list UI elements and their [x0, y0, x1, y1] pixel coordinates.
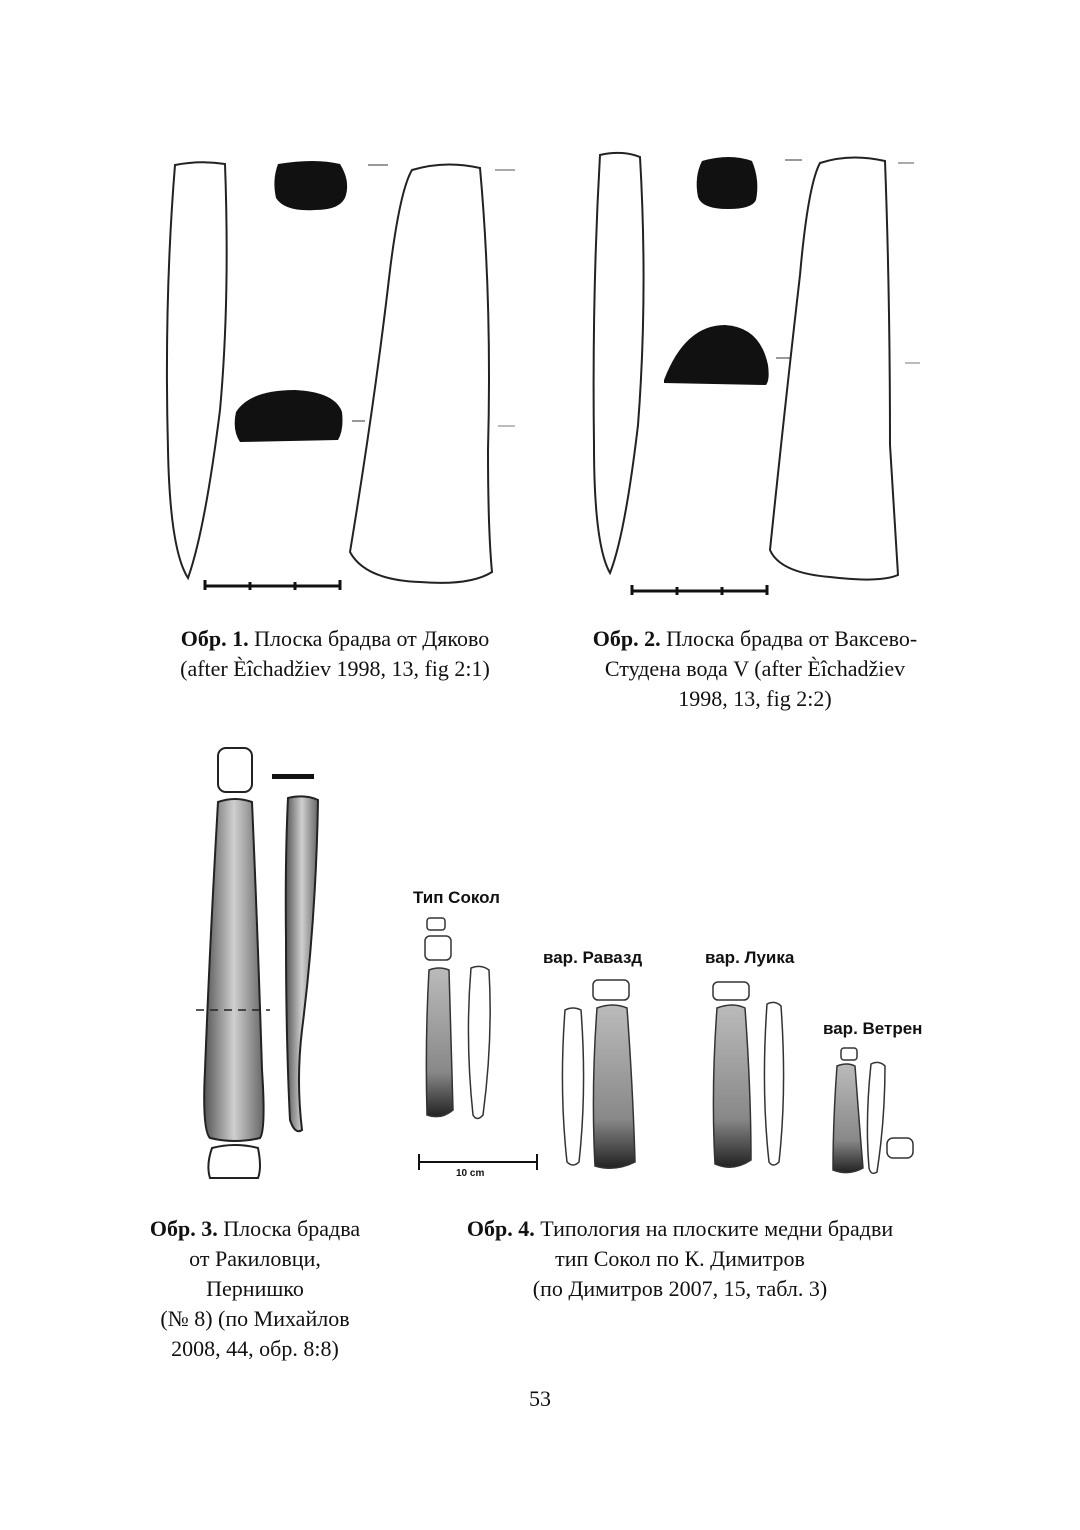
variant-label: вар. Равазд	[543, 948, 643, 967]
caption-figure-4	[410, 1214, 950, 1304]
caption-label: Обр. 3.	[149, 1216, 218, 1241]
type-label: Тип Сокол	[413, 888, 500, 907]
axe-face-view	[204, 799, 263, 1141]
caption-label: Обр. 1.	[180, 626, 249, 651]
caption-text: 2008, 44, обр. 8:8)	[171, 1336, 339, 1361]
axe-side-profile	[286, 796, 318, 1131]
scale-bar	[205, 580, 340, 590]
axe-side-profile	[594, 153, 644, 573]
figure-1-drawing	[150, 150, 530, 600]
caption-figure-2	[540, 624, 970, 714]
caption-text: тип Сокол по К. Димитров	[555, 1246, 805, 1271]
caption-figure-3	[120, 1214, 390, 1364]
scale-bar	[632, 585, 767, 595]
variant-label: вар. Ветрен	[823, 1019, 923, 1038]
scale-label: 10 cm	[456, 1168, 485, 1179]
caption-text: от Ракиловци,	[189, 1246, 321, 1271]
figure-2-drawing	[580, 145, 940, 600]
axe-top-section	[697, 157, 758, 209]
axe-middle-section	[235, 390, 343, 442]
caption-text: 1998, 13, fig 2:2)	[678, 686, 832, 711]
variant-ravazd-group	[562, 980, 635, 1168]
axe-face-view	[770, 157, 898, 579]
axe-face-view	[350, 164, 492, 582]
caption-figure-1	[120, 624, 550, 684]
caption-text: Плоска брадва	[223, 1216, 361, 1241]
page-number: 53	[529, 1386, 551, 1411]
caption-text: Типология на плоските медни брадви	[540, 1216, 894, 1241]
axe-butt-section	[208, 1145, 260, 1178]
figure-3-drawing	[190, 740, 340, 1185]
axe-middle-section	[664, 325, 769, 385]
caption-text: (по Димитров 2007, 15, табл. 3)	[532, 1276, 828, 1301]
variant-label: вар. Луика	[705, 948, 795, 967]
caption-text: (№ 8) (по Михайлов	[160, 1306, 350, 1331]
caption-text: (after Èîchadžiev 1998, 13, fig 2:1)	[180, 656, 490, 681]
caption-label: Обр. 2.	[592, 626, 661, 651]
caption-text: Плоска брадва от Ваксево-	[666, 626, 918, 651]
type-sokol-group	[425, 918, 490, 1119]
scale-bar	[272, 774, 314, 779]
caption-text: Пернишко	[206, 1276, 304, 1301]
axe-side-profile	[167, 162, 227, 578]
axe-top-section	[274, 161, 347, 210]
figure-4-drawing	[405, 910, 945, 1180]
caption-text: Студена вода V (after Èîchadžiev	[604, 656, 906, 681]
variant-luika-group	[713, 982, 784, 1167]
variant-vetren-group	[833, 1048, 913, 1173]
caption-label: Обр. 4.	[466, 1216, 535, 1241]
axe-top-section	[218, 748, 252, 792]
caption-text: Плоска брадва от Дяково	[254, 626, 490, 651]
